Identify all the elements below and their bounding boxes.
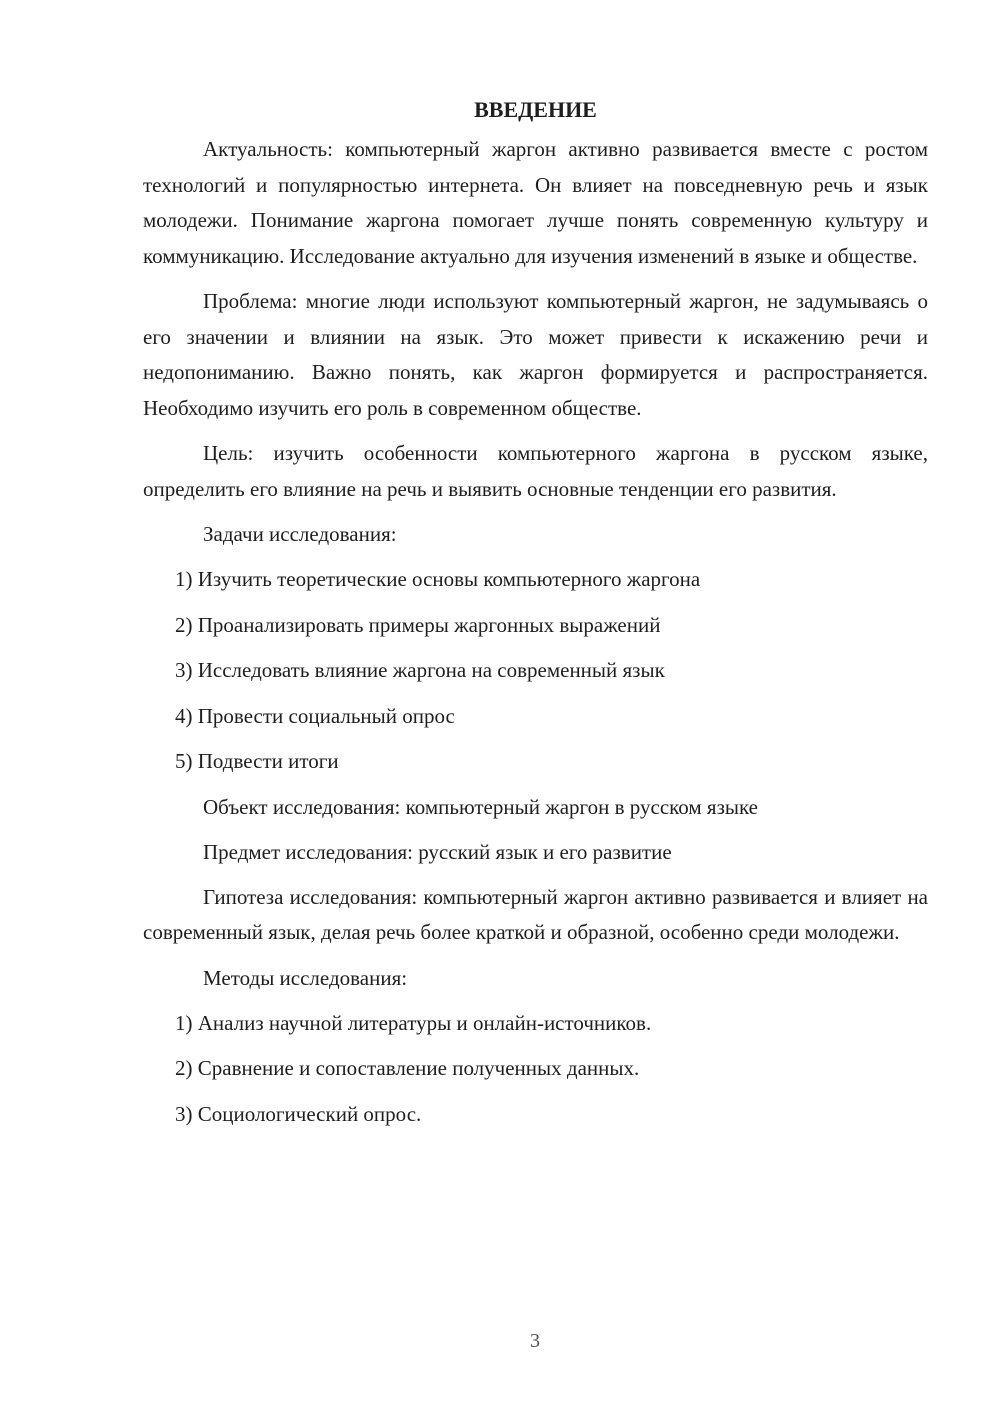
section-heading: ВВЕДЕНИЕ [474, 97, 597, 122]
relevance-paragraph: Актуальность: компьютерный жаргон активно развивается вместе с ростом технологий и популярностью интернета. Он влияет на повседневную речь и язык молодежи. Понимание жаргона помогает лучше понять современную культуру и коммуникацию. Исследование актуально для изучения изменений в языке и обществе. [143, 137, 928, 268]
problem-paragraph: Проблема: многие люди используют компьютерный жаргон, не задумываясь о его значении и влиянии на язык. Это может привести к искажению речи и недопониманию. Важно понять, как жаргон формируется и распространяется. Необходимо изучить его роль в современном обществе. [143, 289, 928, 420]
method-item: 3) Социологический опрос. [175, 1101, 422, 1126]
methods-title: Методы исследования: [203, 965, 408, 990]
task-item: 3) Исследовать влияние жаргона на современный язык [175, 658, 665, 682]
hypothesis-paragraph: Гипотеза исследования: компьютерный жаргон активно развивается и влияет на современный язык, делая речь более краткой и образной, особенно среди молодежи. [143, 884, 928, 944]
methods-list [143, 1006, 928, 1143]
goal-paragraph: Цель: изучить особенности компьютерного жаргона в русском языке, определить его влияние на речь и выявить основные тенденции его развития. [143, 441, 928, 501]
tasks-list [143, 562, 928, 790]
page-number: 3 [530, 1330, 540, 1352]
tasks-title: Задачи исследования: [203, 522, 397, 546]
research-subject: Предмет исследования: русский язык и его развитие [203, 839, 672, 864]
method-item: 1) Анализ научной литературы и онлайн-источников. [175, 1010, 652, 1035]
document-page [143, 92, 928, 1142]
method-item: 2) Сравнение и сопоставление полученных данных. [175, 1056, 640, 1080]
task-item: 2) Проанализировать примеры жаргонных выражений [175, 612, 661, 637]
research-object: Объект исследования: компьютерный жаргон в русском языке [203, 794, 758, 819]
task-item: 5) Подвести итоги [175, 749, 339, 773]
task-item: 4) Провести социальный опрос [175, 703, 455, 728]
task-item: 1) Изучить теоретические основы компьютерного жаргона [175, 567, 701, 591]
